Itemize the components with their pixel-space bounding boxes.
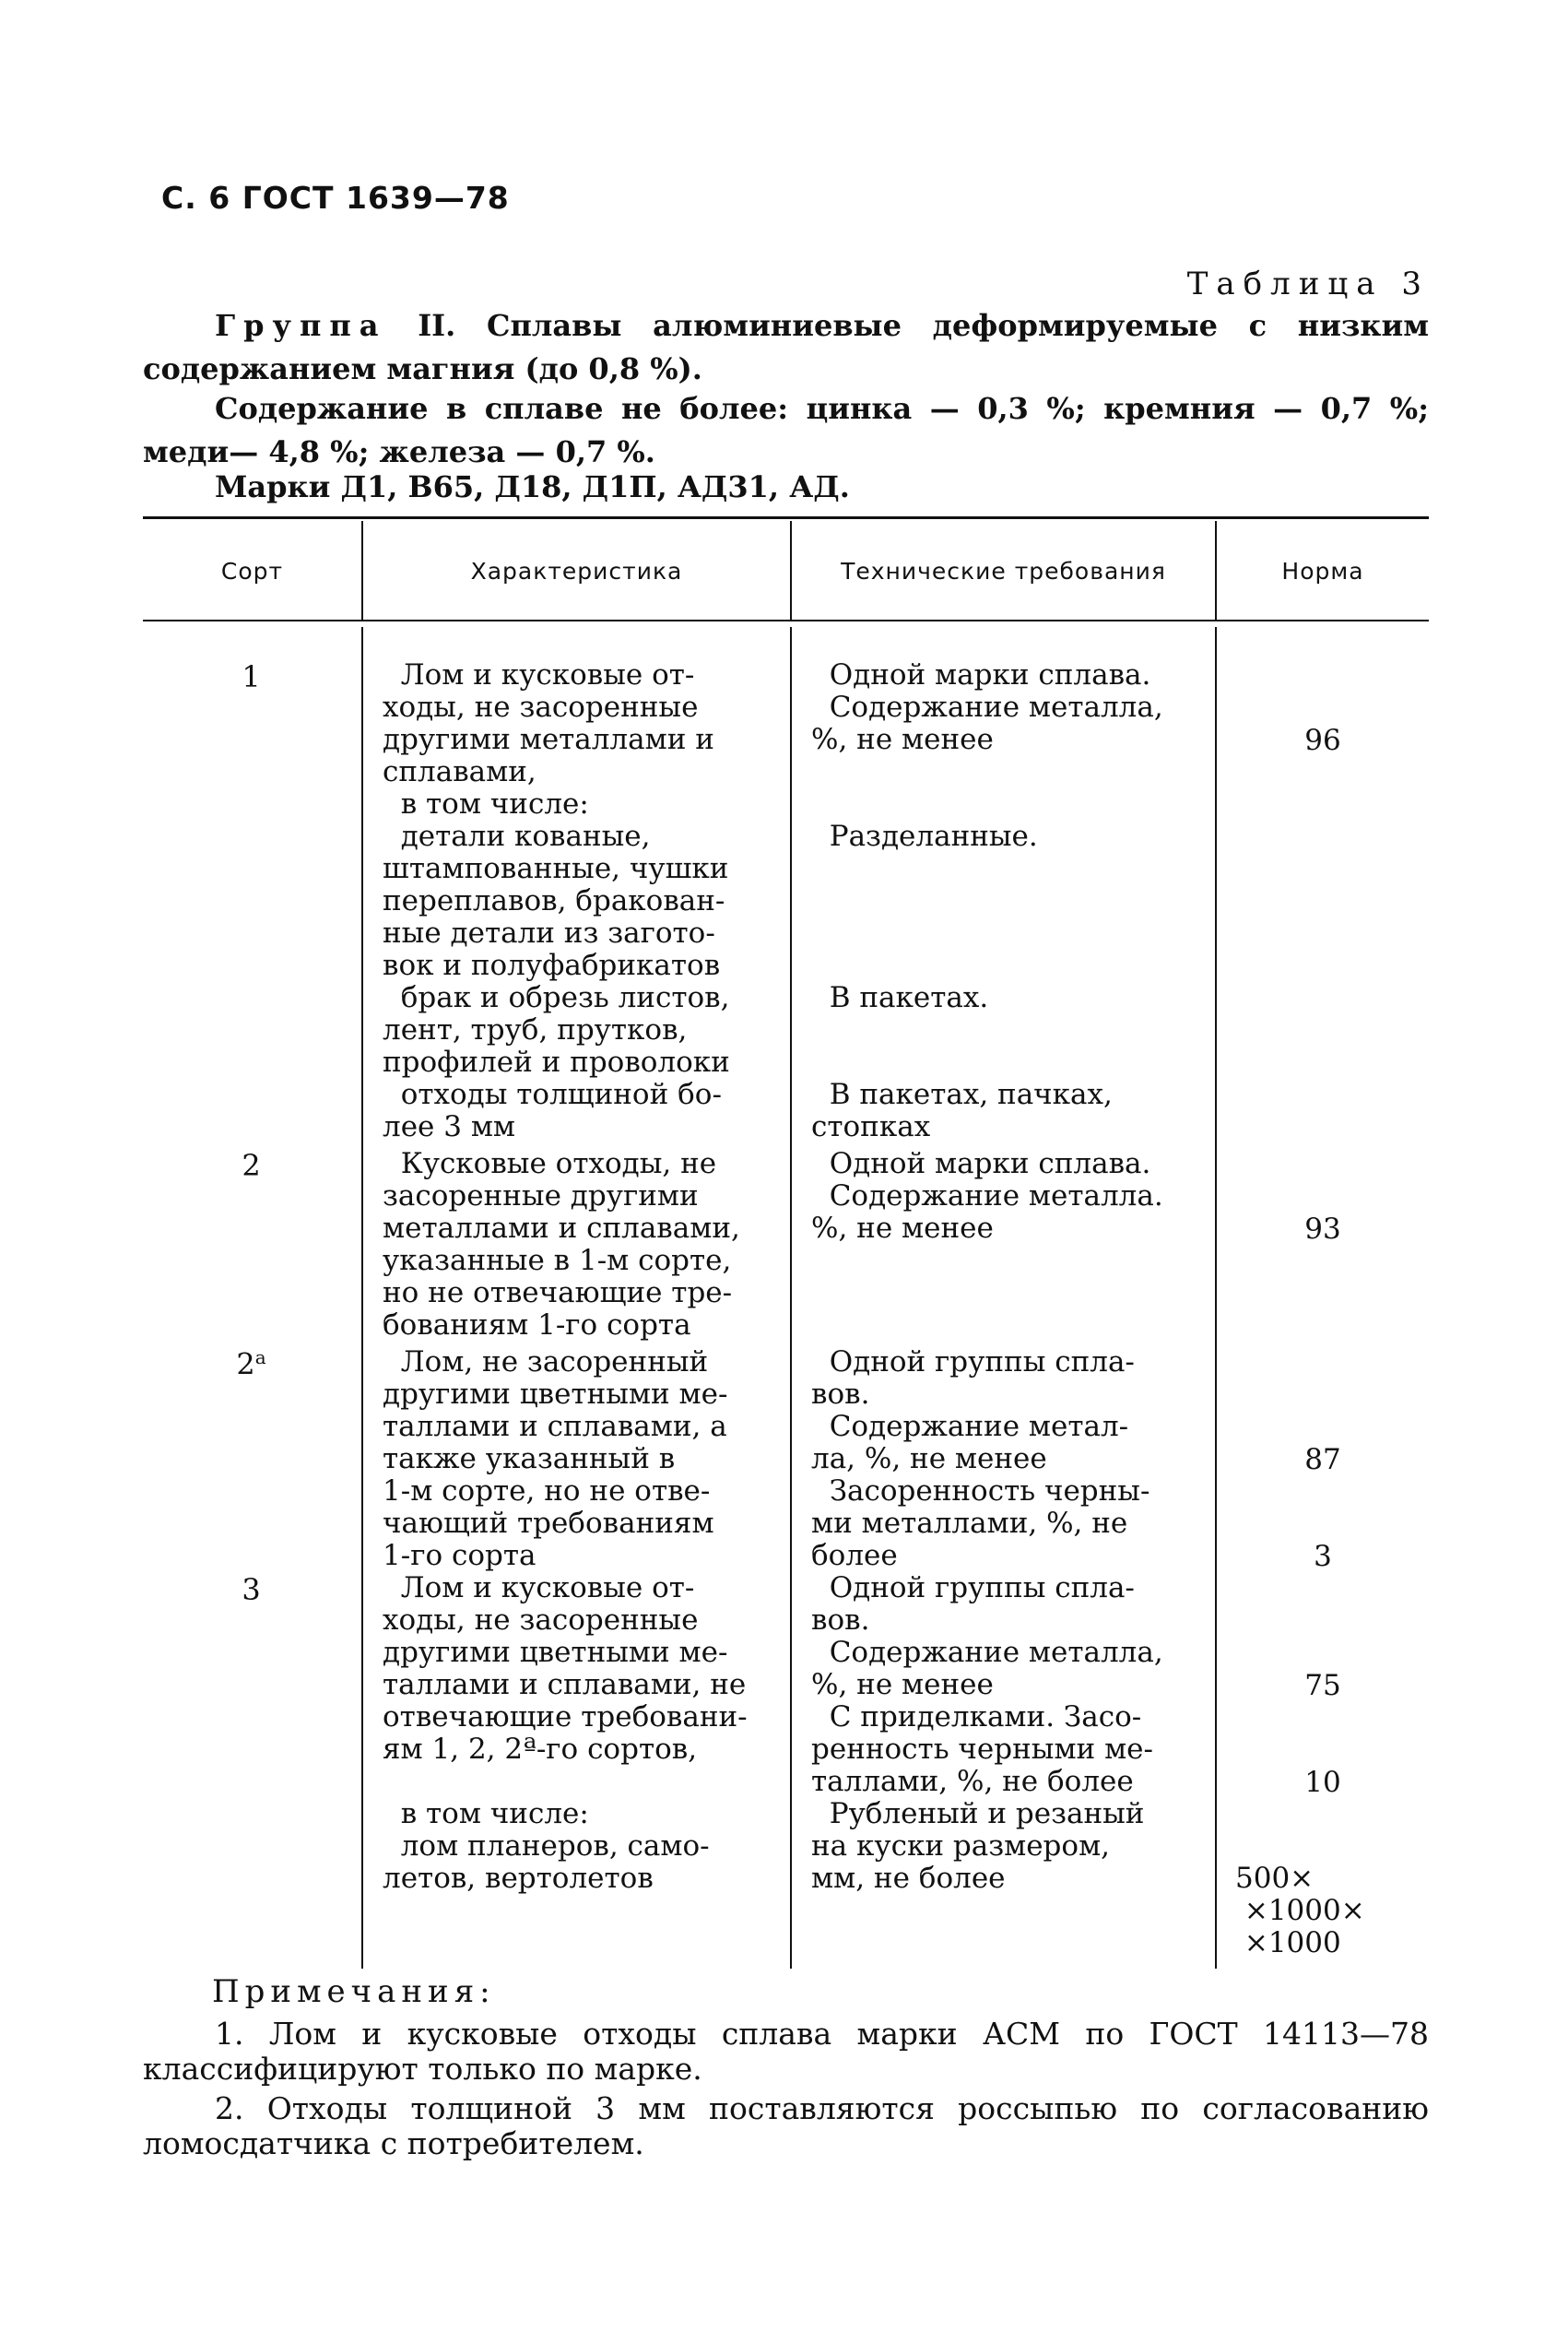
row-characteristic: Лом и кусковые от- ходы, не засоренные другими металлами и сплавами, в том числе: детали кованые, штампованные, чушки переплавов, бракован- ные детали из загото- вок и полуфабрикатов брак и обрезь листов, лент, труб, прутков, профилей и проволоки отходы толщиной бо- лее 3 мм	[383, 658, 730, 1143]
row-requirements: Одной марки сплава. Содержание металла, %, не менее Разделанные. В пакетах. В пакетах, пачках, стопках	[811, 658, 1163, 1143]
row-norm: 10	[1304, 1766, 1341, 1799]
row-sort	[143, 1346, 360, 1382]
row-norm: 93	[1304, 1213, 1341, 1246]
row-requirements: Одной марки сплава. Содержание металла. %, не менее	[811, 1147, 1163, 1245]
header-characteristic: Характеристика	[470, 558, 683, 585]
content-limits: Содержание в сплаве не более: цинка — 0,3 %; кремния — 0,7 %; меди— 4,8 %; железа — 0,7 %.	[143, 391, 1429, 469]
col-divider	[790, 627, 792, 1969]
table-top-rule	[143, 516, 1429, 519]
row-norm: 96	[1304, 724, 1341, 757]
alloy-grades: Марки Д1, В65, Д18, Д1П, АД31, АД.	[215, 469, 850, 504]
row-norm: 75	[1304, 1669, 1341, 1702]
note-2: 2. Отходы толщиной 3 мм поставляются россыпью по согласованию ломосдатчика с потребителем.	[143, 2090, 1429, 2161]
row-norm: 87	[1304, 1443, 1341, 1476]
row-requirements: Одной группы спла- вов. Содержание метал- ла, %, не менее Засоренность черны- ми металлами, %, не более	[811, 1345, 1150, 1572]
row-norm: 3	[1314, 1540, 1332, 1573]
group-label: Группа	[215, 308, 387, 343]
notes-title: Примечания:	[212, 1973, 496, 2010]
row-requirements: Одной группы спла- вов. Содержание металла, %, не менее С приделками. Засо- ренность черными ме- таллами, %, не более Рубленый и резаный на куски размером, мм, не более	[811, 1571, 1163, 1895]
row-characteristic: Лом и кусковые от- ходы, не засоренные другими цветными ме- таллами и сплавами, не отвечающие требовани- ям 1, 2, 2ª-го сортов, в том числе: лом планеров, само- летов, вертолетов	[383, 1571, 748, 1895]
header-requirements: Технические требования	[841, 558, 1166, 585]
row-sort: 1	[242, 659, 261, 694]
col-divider	[361, 627, 363, 1969]
group-description: II. Сплавы алюминиевые деформируемые с низким содержанием магния (до 0,8 %).	[143, 308, 1429, 386]
group-heading	[143, 304, 1429, 391]
row-sort: 3	[242, 1572, 261, 1607]
header-sort: Сорт	[220, 558, 284, 585]
page-header: С. 6 ГОСТ 1639—78	[161, 180, 510, 216]
row-sort: 2	[242, 1148, 261, 1183]
table-header-rule	[143, 620, 1429, 621]
sort-superscript: а	[254, 1346, 266, 1368]
row-characteristic: Кусковые отходы, не засоренные другими металлами и сплавами, указанные в 1-м сорте, но не отвечающие тре- бованиям 1-го сорта	[383, 1147, 740, 1342]
sort-number: 2	[236, 1346, 255, 1382]
row-characteristic: Лом, не засоренный другими цветными ме- таллами и сплавами, а также указанный в 1-м сорте, но не отве- чающий требованиям 1-го сорта	[383, 1345, 728, 1572]
header-norm: Норма	[1281, 558, 1364, 585]
note-1: 1. Лом и кусковые отходы сплава марки АСМ по ГОСТ 14113—78 классифицируют только по марке.	[143, 2016, 1429, 2087]
row-norm-size: 500× ×1000× ×1000	[1235, 1862, 1365, 1959]
table-number: Таблица 3	[1186, 266, 1430, 302]
